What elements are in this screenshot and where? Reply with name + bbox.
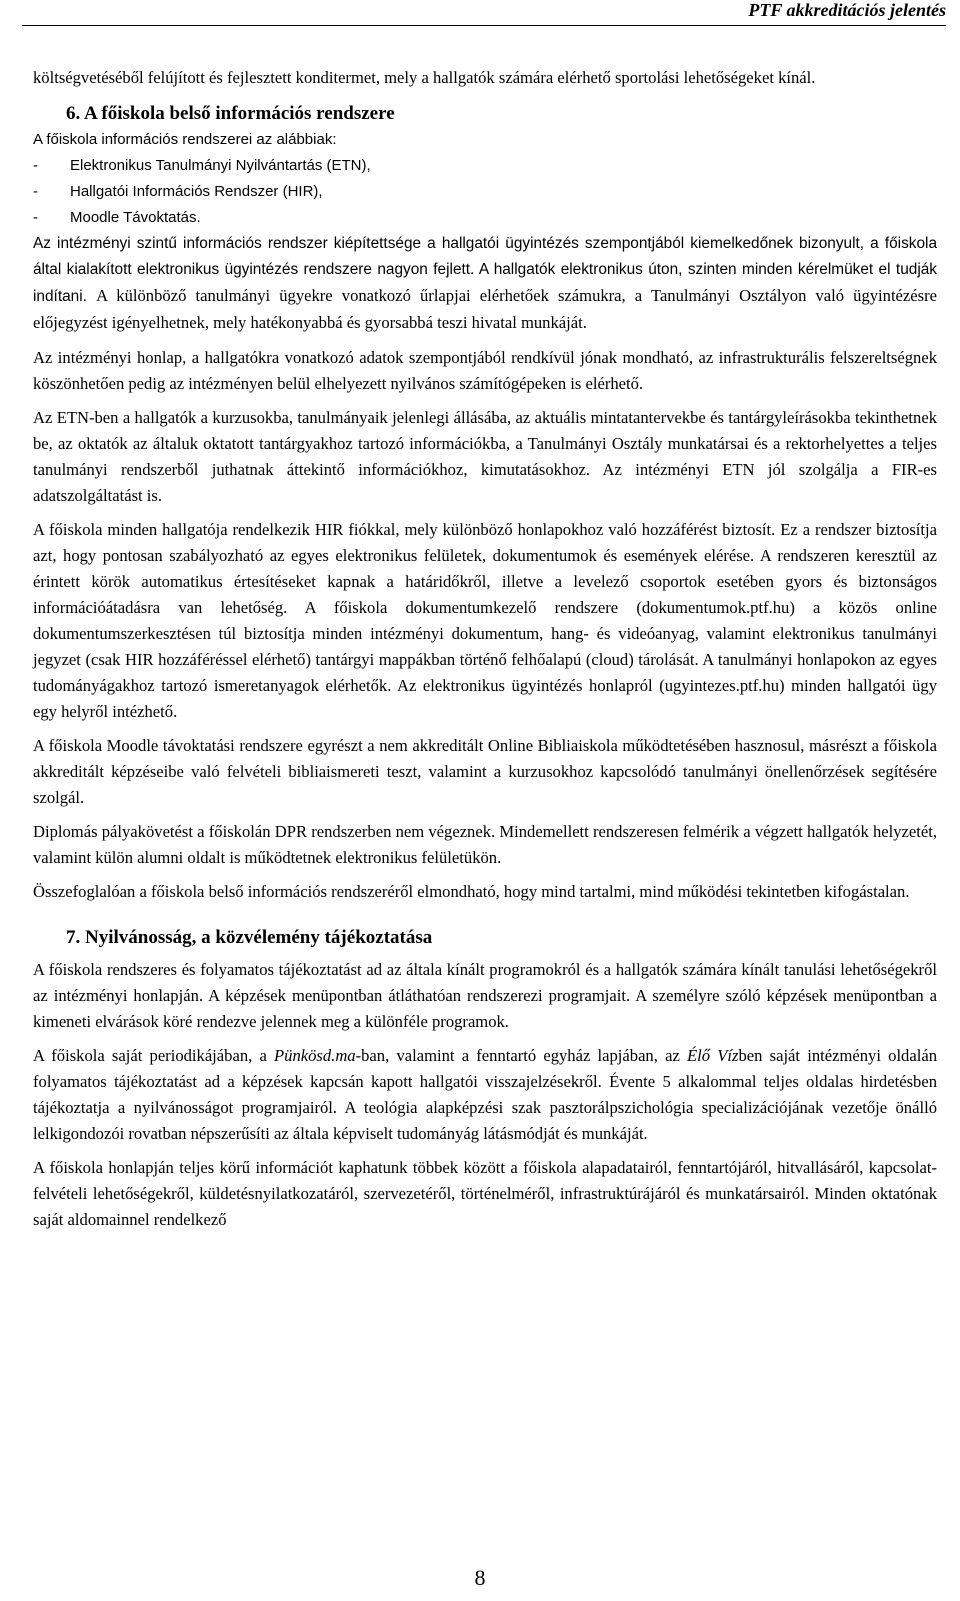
information-systems-list xyxy=(33,153,937,231)
section-6-paragraph: Az intézményi honlap, a hallgatókra vonatkozó adatok szempontjából rendkívül jónak mondható, az infrastrukturális felszereltségnek köszönhetően pedig az intézményen belül elhelyezett nyilvános számítógépeken is elérhető. xyxy=(33,348,937,393)
header-rule xyxy=(22,25,946,26)
paragraph-text: ben saját intézményi oldalán folyamatos tájékoztatást ad a képzések kapcsán kapott hallgatói visszajelzésekről. Évente 5 alkalommal teljes oldalas hirdetésben tájékoztatja a nyilvánosságot programjairól. A teológia alapképzési szak pasztorálpszichológia specializációjának vezetője önálló lelkigondozói rovatban népszerűsíti az általa képviselt tudományág látásmódját és munkáját. xyxy=(33,1046,937,1143)
section-6-paragraph: Diplomás pályakövetést a főiskolán DPR rendszerben nem végeznek. Mindemellett rendszeresen felmérik a végzett hallgatók helyzetét, valamint külön alumni oldalt is működtetnek elektronikus felületükön. xyxy=(33,822,937,867)
paragraph-text: -ban, valamint a fenntartó egyház lapjában, az xyxy=(355,1046,688,1065)
section-6-paragraph: A főiskola minden hallgatója rendelkezik HIR fiókkal, mely különböző honlapokhoz való hozzáférést biztosít. Ez a rendszer biztosítja azt, hogy pontosan szabályozható az egyes elektronikus felületek, dokumentumok és események elérése. A rendszeren keresztül az érintett körök automatikus értesítéseket kapnak a határidőkről, illetve a levelező csoportok esetében gyors és biztonságos információátadásra van lehetőség. A főiskola dokumentumkezelő rendszere (dokumentumok.ptf.hu) a közös online dokumentumszerkesztésen túl biztosítja minden intézményi dokumentum, hang- és videóanyag, valamint elektronikus tanulmányi jegyzet (csak HIR hozzáféréssel elérhető) tantárgyi mappákban történő felhőalapú (cloud) tárolását. A tanulmányi honlapokon az egyes tudományágakhoz tartozó ismeretanyagok elérhetők. Az elektronikus ügyintézés honlapról (ugyintezes.ptf.hu) minden hallgatói ügy egy helyről intézhető. xyxy=(33,520,937,721)
section-6-heading: 6. A főiskola belső információs rendszere xyxy=(66,103,395,124)
section-6-paragraph: Összefoglalóan a főiskola belső információs rendszeréről elmondható, hogy mind tartalmi, mind működési tekintetben kifogástalan. xyxy=(33,882,910,901)
section-7-paragraph: A főiskola rendszeres és folyamatos tájékoztatást ad az általa kínált programokról és a hallgatók számára kínált tanulási lehetőségekről az intézményi honlapján. A képzések menüpontban átláthatóan rendszerezi programjait. A személyre szóló képzések menüpontban a kimeneti elvárások köré rendezve jelennek meg a különféle programok. xyxy=(33,960,937,1031)
list-item-text: Elektronikus Tanulmányi Nyilvántartás (ETN), xyxy=(70,157,371,174)
paragraph-text: A különböző tanulmányi ügyekre vonatkozó űrlapjai elérhetőek számukra, a Tanulmányi Osztályon való ügyintézésre előjegyzést igényelhetnek, mely hatékonyabbá és gyorsabbá teszi hivatal munkáját. xyxy=(33,286,937,332)
list-item xyxy=(33,179,937,205)
list-item xyxy=(33,205,937,231)
section-6-paragraph: Az ETN-ben a hallgatók a kurzusokba, tanulmányaik jelenlegi állásába, az aktuális mintatantervekbe és tantárgyleírásokba tekinthetnek be, az oktatók az általuk oktatott tantárgyakhoz tartozó információkba, a Tanulmányi Osztály munkatársai és a rektorhelyettes a teljes tanulmányi rendszerből juthatnak áttekintő információkhoz, kimutatásokhoz. Az intézményi ETN jól szolgálja a FIR-es adatszolgáltatást is. xyxy=(33,408,937,505)
section-6-paragraph: A főiskola Moodle távoktatási rendszere egyrészt a nem akkreditált Online Bibliaiskola működtetésében hasznosul, másrészt a főiskola akkreditált képzéseibe való felvételi bibliaismereti teszt, valamint a kurzusokhoz kapcsolódó tanulmányi önellenőrzések segítésére szolgál. xyxy=(33,736,937,807)
section-6-lead: A főiskola információs rendszerei az alábbiak: xyxy=(33,131,337,148)
dash-bullet: - xyxy=(33,157,38,174)
page-number: 8 xyxy=(474,1565,486,1590)
section-6-paragraph xyxy=(33,231,937,337)
list-item-text: Hallgatói Információs Rendszer (HIR), xyxy=(70,183,323,200)
periodical-title: Élő Víz xyxy=(687,1046,739,1065)
dash-bullet: - xyxy=(33,209,38,226)
document-body xyxy=(33,65,937,1241)
list-item xyxy=(33,153,937,179)
intro-paragraph: költségvetéséből felújított és fejlesztett konditermet, mely a hallgatók számára elérhető sportolási lehetőségeket kínál. xyxy=(33,68,816,87)
running-header: PTF akkreditációs jelentés xyxy=(748,0,946,20)
section-7-paragraph: A főiskola honlapján teljes körű információt kaphatunk többek között a főiskola alapadatairól, fenntartójáról, hitvallásáról, kapcsolat-felvételi lehetőségekről, küldetésnyilatkozatáról, szervezetéről, történelméről, infrastruktúrájáról és munkatársairól. Minden oktatónak saját aldomainnel rendelkező xyxy=(33,1158,937,1229)
section-7-paragraph xyxy=(33,1043,937,1147)
dash-bullet: - xyxy=(33,183,38,200)
periodical-title: Pünkösd.ma xyxy=(274,1046,356,1065)
paragraph-text: Az intézményi szintű információs rendszer kiépítettsége a hallgatói ügyintézés szempontjából kiemelkedőnek bizonyult, a főiskola által kialakított elektronikus ügyintézés rendszere nagyon fejlett. A hallgatók elektronikus úton, szinten minden kérelmüket el tudják indítani. xyxy=(33,235,937,305)
list-item-text: Moodle Távoktatás. xyxy=(70,209,201,226)
paragraph-text: A főiskola saját periodikájában, a xyxy=(33,1046,275,1065)
section-7-heading: 7. Nyilvánosság, a közvélemény tájékoztatása xyxy=(66,927,433,948)
